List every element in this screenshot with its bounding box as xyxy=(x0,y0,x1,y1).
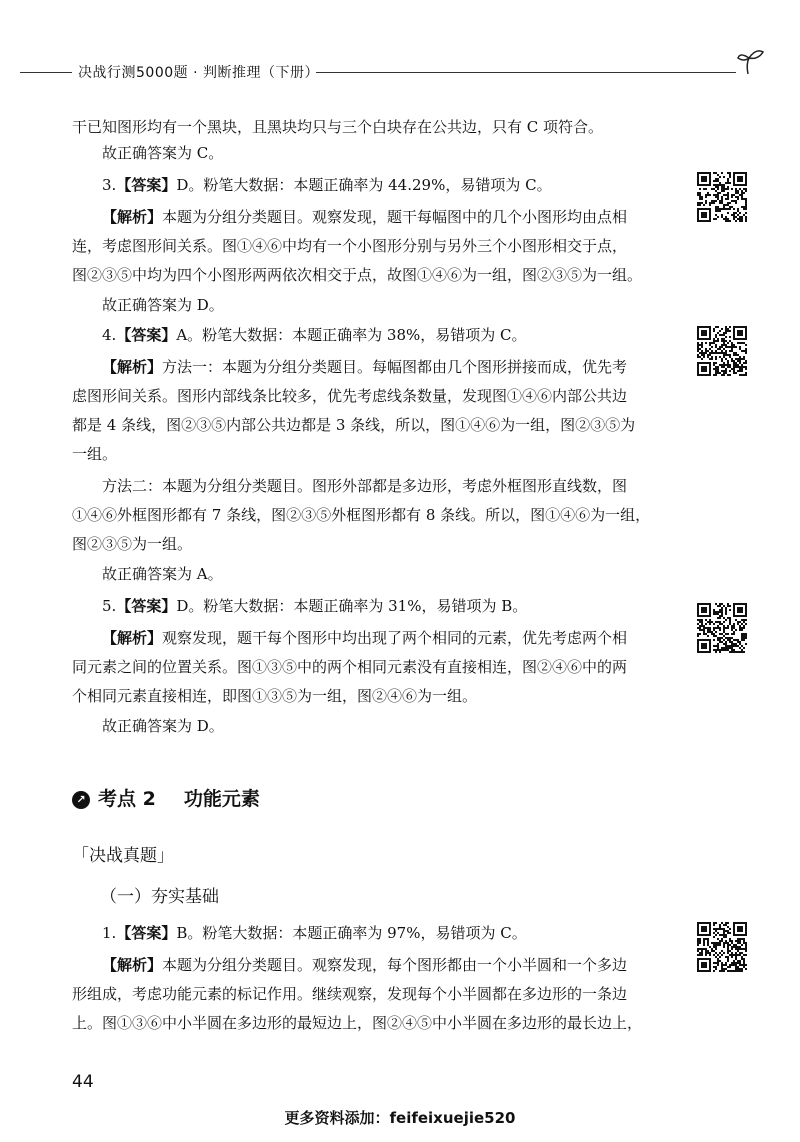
question-number: 1. xyxy=(102,924,117,942)
line-text: D。粉笔大数据：本题正确率为 31%，易错项为 B。 xyxy=(176,597,528,615)
line-text: 故正确答案为 A。 xyxy=(102,565,223,583)
line-text: 方法一：本题为分组分类题目。每幅图都由几个图形拼接而成，优先考 xyxy=(162,358,628,376)
analysis-tag: 【解析】 xyxy=(102,358,163,376)
line-text: 本题为分组分类题目。观察发现，每个图形都由一个小半圆和一个多边 xyxy=(162,956,628,974)
line-text: 同元素之间的位置关系。图①③⑤中的两个相同元素没有直接相连，图②④⑥中的两 xyxy=(72,658,628,676)
text-line xyxy=(72,683,668,709)
text-line xyxy=(102,473,698,499)
answer-tag: 【答案】 xyxy=(116,176,177,194)
text-line xyxy=(102,625,698,651)
qr-code-q5[interactable] xyxy=(697,603,747,653)
sprout-icon xyxy=(736,46,766,78)
section-title: 功能元素 xyxy=(183,788,260,810)
text-line xyxy=(72,981,668,1007)
line-text: 上。图①③⑥中小半圆在多边形的最短边上，图②④⑤中小半圆在多边形的最长边上， xyxy=(72,1014,643,1032)
header-rule-right xyxy=(316,72,736,73)
subsubsection-heading: （一）夯实基础 xyxy=(100,887,219,907)
text-line xyxy=(72,502,668,528)
compass-icon: ↗ xyxy=(72,791,90,809)
text-line xyxy=(102,593,698,619)
line-text: 都是 4 条线，图②③⑤内部公共边都是 3 条线，所以，图①④⑥为一组，图②③⑤为 xyxy=(72,416,636,434)
analysis-tag: 【解析】 xyxy=(102,629,163,647)
text-line xyxy=(72,262,668,288)
text-line xyxy=(72,114,668,140)
subsection-heading: 「决战真题」 xyxy=(72,846,174,866)
question-number: 3. xyxy=(102,176,117,194)
line-text: 本题为分组分类题目。观察发现，题干每幅图中的几个小图形均由点相 xyxy=(162,208,628,226)
line-text: 故正确答案为 C。 xyxy=(102,144,224,162)
footer-text: 更多资料添加：feifeixuejie520 xyxy=(284,1109,516,1127)
text-line xyxy=(102,172,698,198)
line-text: 个相同元素直接相连，即图①③⑤为一组，图②④⑥为一组。 xyxy=(72,687,478,705)
text-line xyxy=(72,441,668,467)
line-text: 连，考虑图形间关系。图①④⑥中均有一个小图形分别与另外三个小图形相交于点， xyxy=(72,237,628,255)
text-line xyxy=(102,952,698,978)
question-number: 4. xyxy=(102,326,117,344)
text-line xyxy=(72,531,668,557)
line-text: 故正确答案为 D。 xyxy=(102,296,224,314)
text-line xyxy=(72,654,668,680)
qr-code-q1[interactable] xyxy=(697,922,747,972)
text-line xyxy=(102,561,698,587)
line-text: 图②③⑤中均为四个小图形两两依次相交于点，故图①④⑥为一组，图②③⑤为一组。 xyxy=(72,266,643,284)
line-text: 一组。 xyxy=(72,445,118,463)
line-text: A。粉笔大数据：本题正确率为 38%，易错项为 C。 xyxy=(176,326,527,344)
header-rule-left xyxy=(20,72,72,73)
text-line xyxy=(72,412,668,438)
section-heading xyxy=(72,784,260,811)
question-number: 5. xyxy=(102,597,117,615)
text-line xyxy=(72,1010,668,1036)
line-text: 干已知图形均有一个黑块，且黑块均只与三个白块存在公共边，只有 C 项符合。 xyxy=(72,118,604,136)
line-text: 故正确答案为 D。 xyxy=(102,717,224,735)
section-label: 考点 2 xyxy=(98,788,156,810)
text-line xyxy=(102,713,698,739)
page-header xyxy=(0,58,800,88)
line-text: B。粉笔大数据：本题正确率为 97%，易错项为 C。 xyxy=(176,924,527,942)
qr-code-q3[interactable] xyxy=(697,172,747,222)
text-line xyxy=(102,920,698,946)
header-title: 决战行测5000题 · 判断推理（下册） xyxy=(78,65,319,81)
text-line xyxy=(72,233,668,259)
text-line xyxy=(102,322,698,348)
line-text: 图②③⑤为一组。 xyxy=(72,535,193,553)
text-line xyxy=(102,354,698,380)
page-number: 44 xyxy=(72,1072,94,1092)
text-line xyxy=(102,292,698,318)
line-text: 虑图形间关系。图形内部线条比较多，优先考虑线条数量，发现图①④⑥内部公共边 xyxy=(72,387,628,405)
answer-tag: 【答案】 xyxy=(116,326,177,344)
line-text: 形组成，考虑功能元素的标记作用。继续观察，发现每个小半圆都在多边形的一条边 xyxy=(72,985,628,1003)
analysis-tag: 【解析】 xyxy=(102,208,163,226)
line-text: 观察发现，题干每个图形中均出现了两个相同的元素，优先考虑两个相 xyxy=(162,629,628,647)
line-text: ①④⑥外框图形都有 7 条线，图②③⑤外框图形都有 8 条线。所以，图①④⑥为一组， xyxy=(72,506,651,524)
qr-code-q4[interactable] xyxy=(697,326,747,376)
answer-tag: 【答案】 xyxy=(116,597,177,615)
text-line xyxy=(102,204,698,230)
analysis-tag: 【解析】 xyxy=(102,956,163,974)
line-text: 方法二：本题为分组分类题目。图形外部都是多边形，考虑外框图形直线数，图 xyxy=(102,477,628,495)
answer-tag: 【答案】 xyxy=(116,924,177,942)
line-text: D。粉笔大数据：本题正确率为 44.29%，易错项为 C。 xyxy=(176,176,552,194)
text-line xyxy=(102,140,698,166)
text-line xyxy=(72,383,668,409)
